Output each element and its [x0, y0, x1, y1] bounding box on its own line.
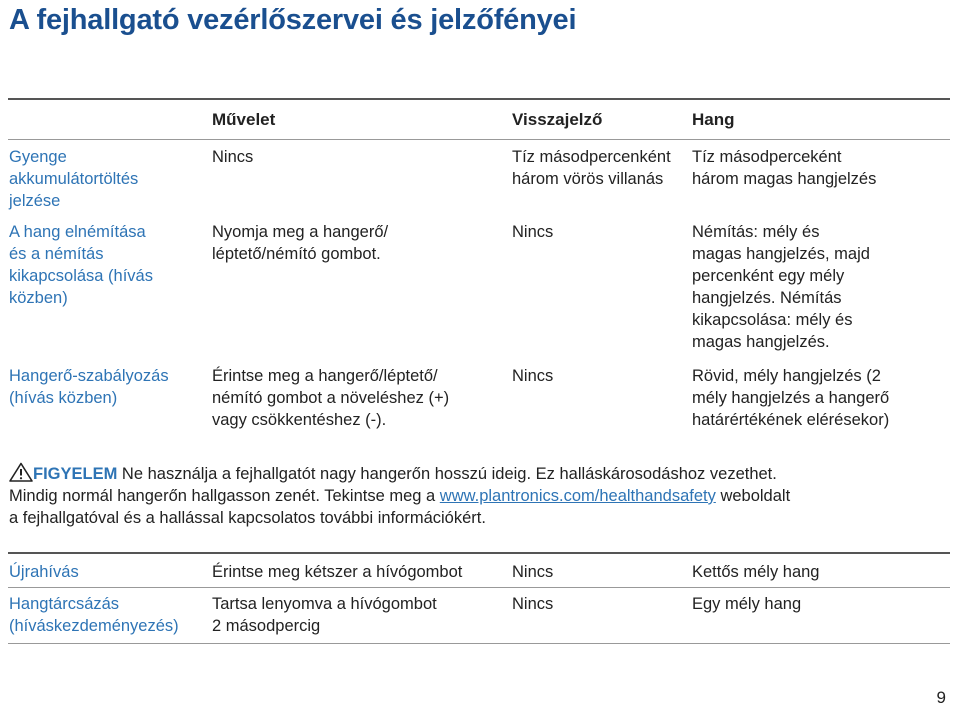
warning-text-1: Ne használja a fejhallgatót nagy hangerőn hosszú ideig. Ez halláskárosodáshoz vezethet. [117, 465, 777, 483]
row-feedback: Nincs [512, 223, 554, 241]
row-feedback: Tíz másodpercenként három vörös villanás [512, 148, 671, 188]
row-action: Tartsa lenyomva a hívógombot 2 másodpercig [212, 595, 437, 635]
row-action: Nincs [212, 148, 254, 166]
row-category: Hangtárcsázás (híváskezdeményezés) [9, 595, 179, 635]
row-category: Újrahívás [9, 563, 79, 581]
row-sound: Rövid, mély hangjelzés (2 mély hangjelzés a hangerő határértékének elérésekor) [692, 367, 890, 429]
row-sound: Tíz másodperceként három magas hangjelzés [692, 148, 877, 188]
row-sound: Kettős mély hang [692, 563, 820, 581]
warning-text-4: a fejhallgatóval és a hallással kapcsolatos további információkért. [9, 509, 486, 527]
page-number: 9 [936, 688, 946, 707]
row-feedback: Nincs [512, 595, 554, 613]
row-category: Hangerő-szabályozás (hívás közben) [9, 367, 169, 407]
warning-text-3: weboldalt [715, 487, 791, 505]
table2-bottom-rule [8, 643, 950, 644]
row-action: Érintse meg a hangerő/léptető/ némító gombot a növeléshez (+) vagy csökkentéshez (-). [212, 367, 450, 429]
table-top-rule [8, 98, 950, 100]
page-title: A fejhallgató vezérlőszervei és jelzőfényei [9, 4, 577, 36]
warning-triangle-icon [9, 462, 33, 482]
warning-notice [9, 462, 949, 529]
row-category: A hang elnémítása és a némítás kikapcsolása (hívás közben) [9, 223, 153, 307]
table2-row-rule [8, 587, 950, 588]
header-sound: Hang [692, 110, 735, 129]
header-rule [8, 139, 950, 140]
row-action: Nyomja meg a hangerő/ léptető/némító gombot. [212, 223, 389, 263]
row-category: Gyenge akkumulátortöltés jelzése [9, 148, 139, 210]
table2-top-rule [8, 552, 950, 554]
warning-label: FIGYELEM [33, 465, 118, 483]
header-action: Művelet [212, 110, 276, 129]
header-feedback: Visszajelző [512, 110, 603, 129]
row-action: Érintse meg kétszer a hívógombot [212, 563, 463, 581]
row-feedback: Nincs [512, 367, 554, 385]
row-feedback: Nincs [512, 563, 554, 581]
health-safety-link[interactable]: www.plantronics.com/healthandsafety [439, 487, 716, 505]
warning-text-2: Mindig normál hangerőn hallgasson zenét. Tekintse meg a [9, 487, 440, 505]
row-sound: Egy mély hang [692, 595, 802, 613]
row-sound: Némítás: mély és magas hangjelzés, majd percenként egy mély hangjelzés. Némítás kikapcsolása: mély és magas hangjelzés. [692, 223, 870, 351]
